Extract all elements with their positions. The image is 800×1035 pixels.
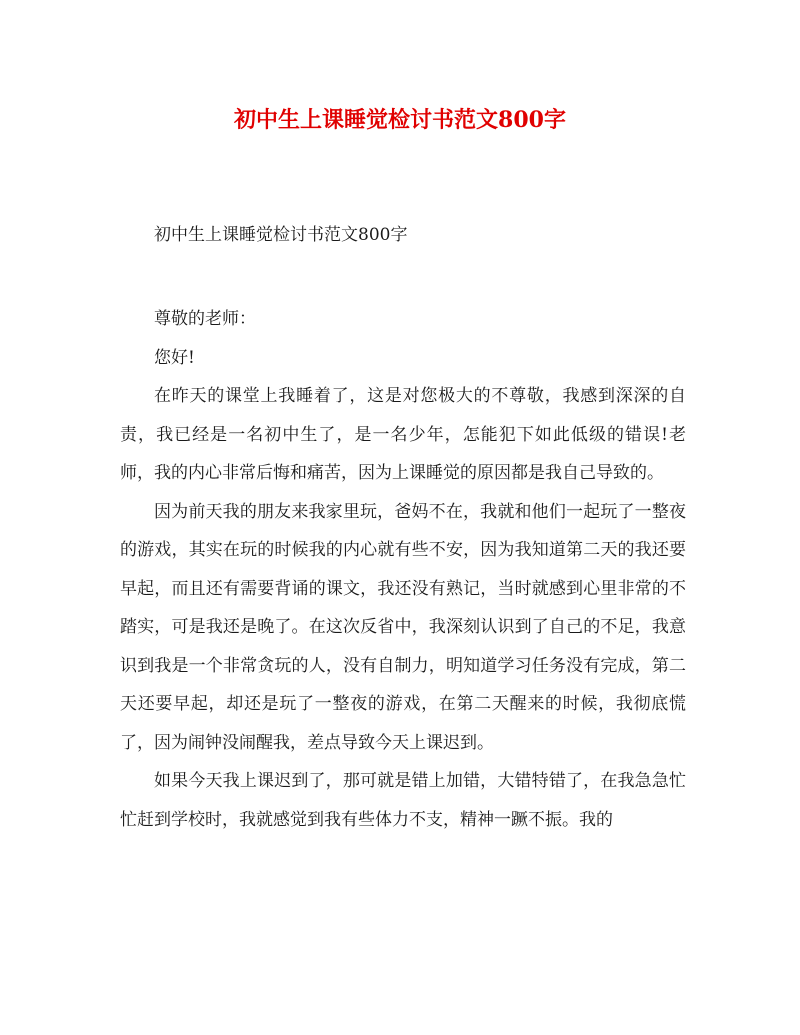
paragraph: 在昨天的课堂上我睡着了，这是对您极大的不尊敬，我感到深深的自责，我已经是一名初中生了，是一名少年，怎能犯下如此低级的错误!老师，我的内心非常后悔和痛苦，因为上课睡觉的原因都是我自己导致的。 (120, 386, 686, 483)
document-title: 初中生上课睡觉检讨书范文800字 (234, 107, 566, 133)
paragraph: 因为前天我的朋友来我家里玩，爸妈不在，我就和他们一起玩了一整夜的游戏，其实在玩的时候我的内心就有些不安，因为我知道第二天的我还要早起，而且还有需要背诵的课文，我还没有熟记，当时就感到心里非常的不踏实，可是我还是晚了。在这次反省中，我深刻认识到了自己的不足，我意识到我是一个非常贪玩的人，没有自制力，明知道学习任务没有完成，第二天还要早起，却还是玩了一整夜的游戏，在第二天醒来的时候，我彻底慌了，因为闹钟没闹醒我，差点导致今天上课迟到。 (120, 501, 686, 753)
greeting: 您好! (154, 348, 195, 368)
document-subtitle: 初中生上课睡觉检讨书范文800字 (154, 225, 408, 245)
paragraph: 如果今天我上课迟到了，那可就是错上加错，大错特错了，在我急急忙忙赶到学校时，我就感觉到我有些体力不支，精神一蹶不振。我的 (120, 771, 686, 830)
salutation: 尊敬的老师： (154, 309, 256, 329)
body-paragraphs (120, 377, 686, 839)
